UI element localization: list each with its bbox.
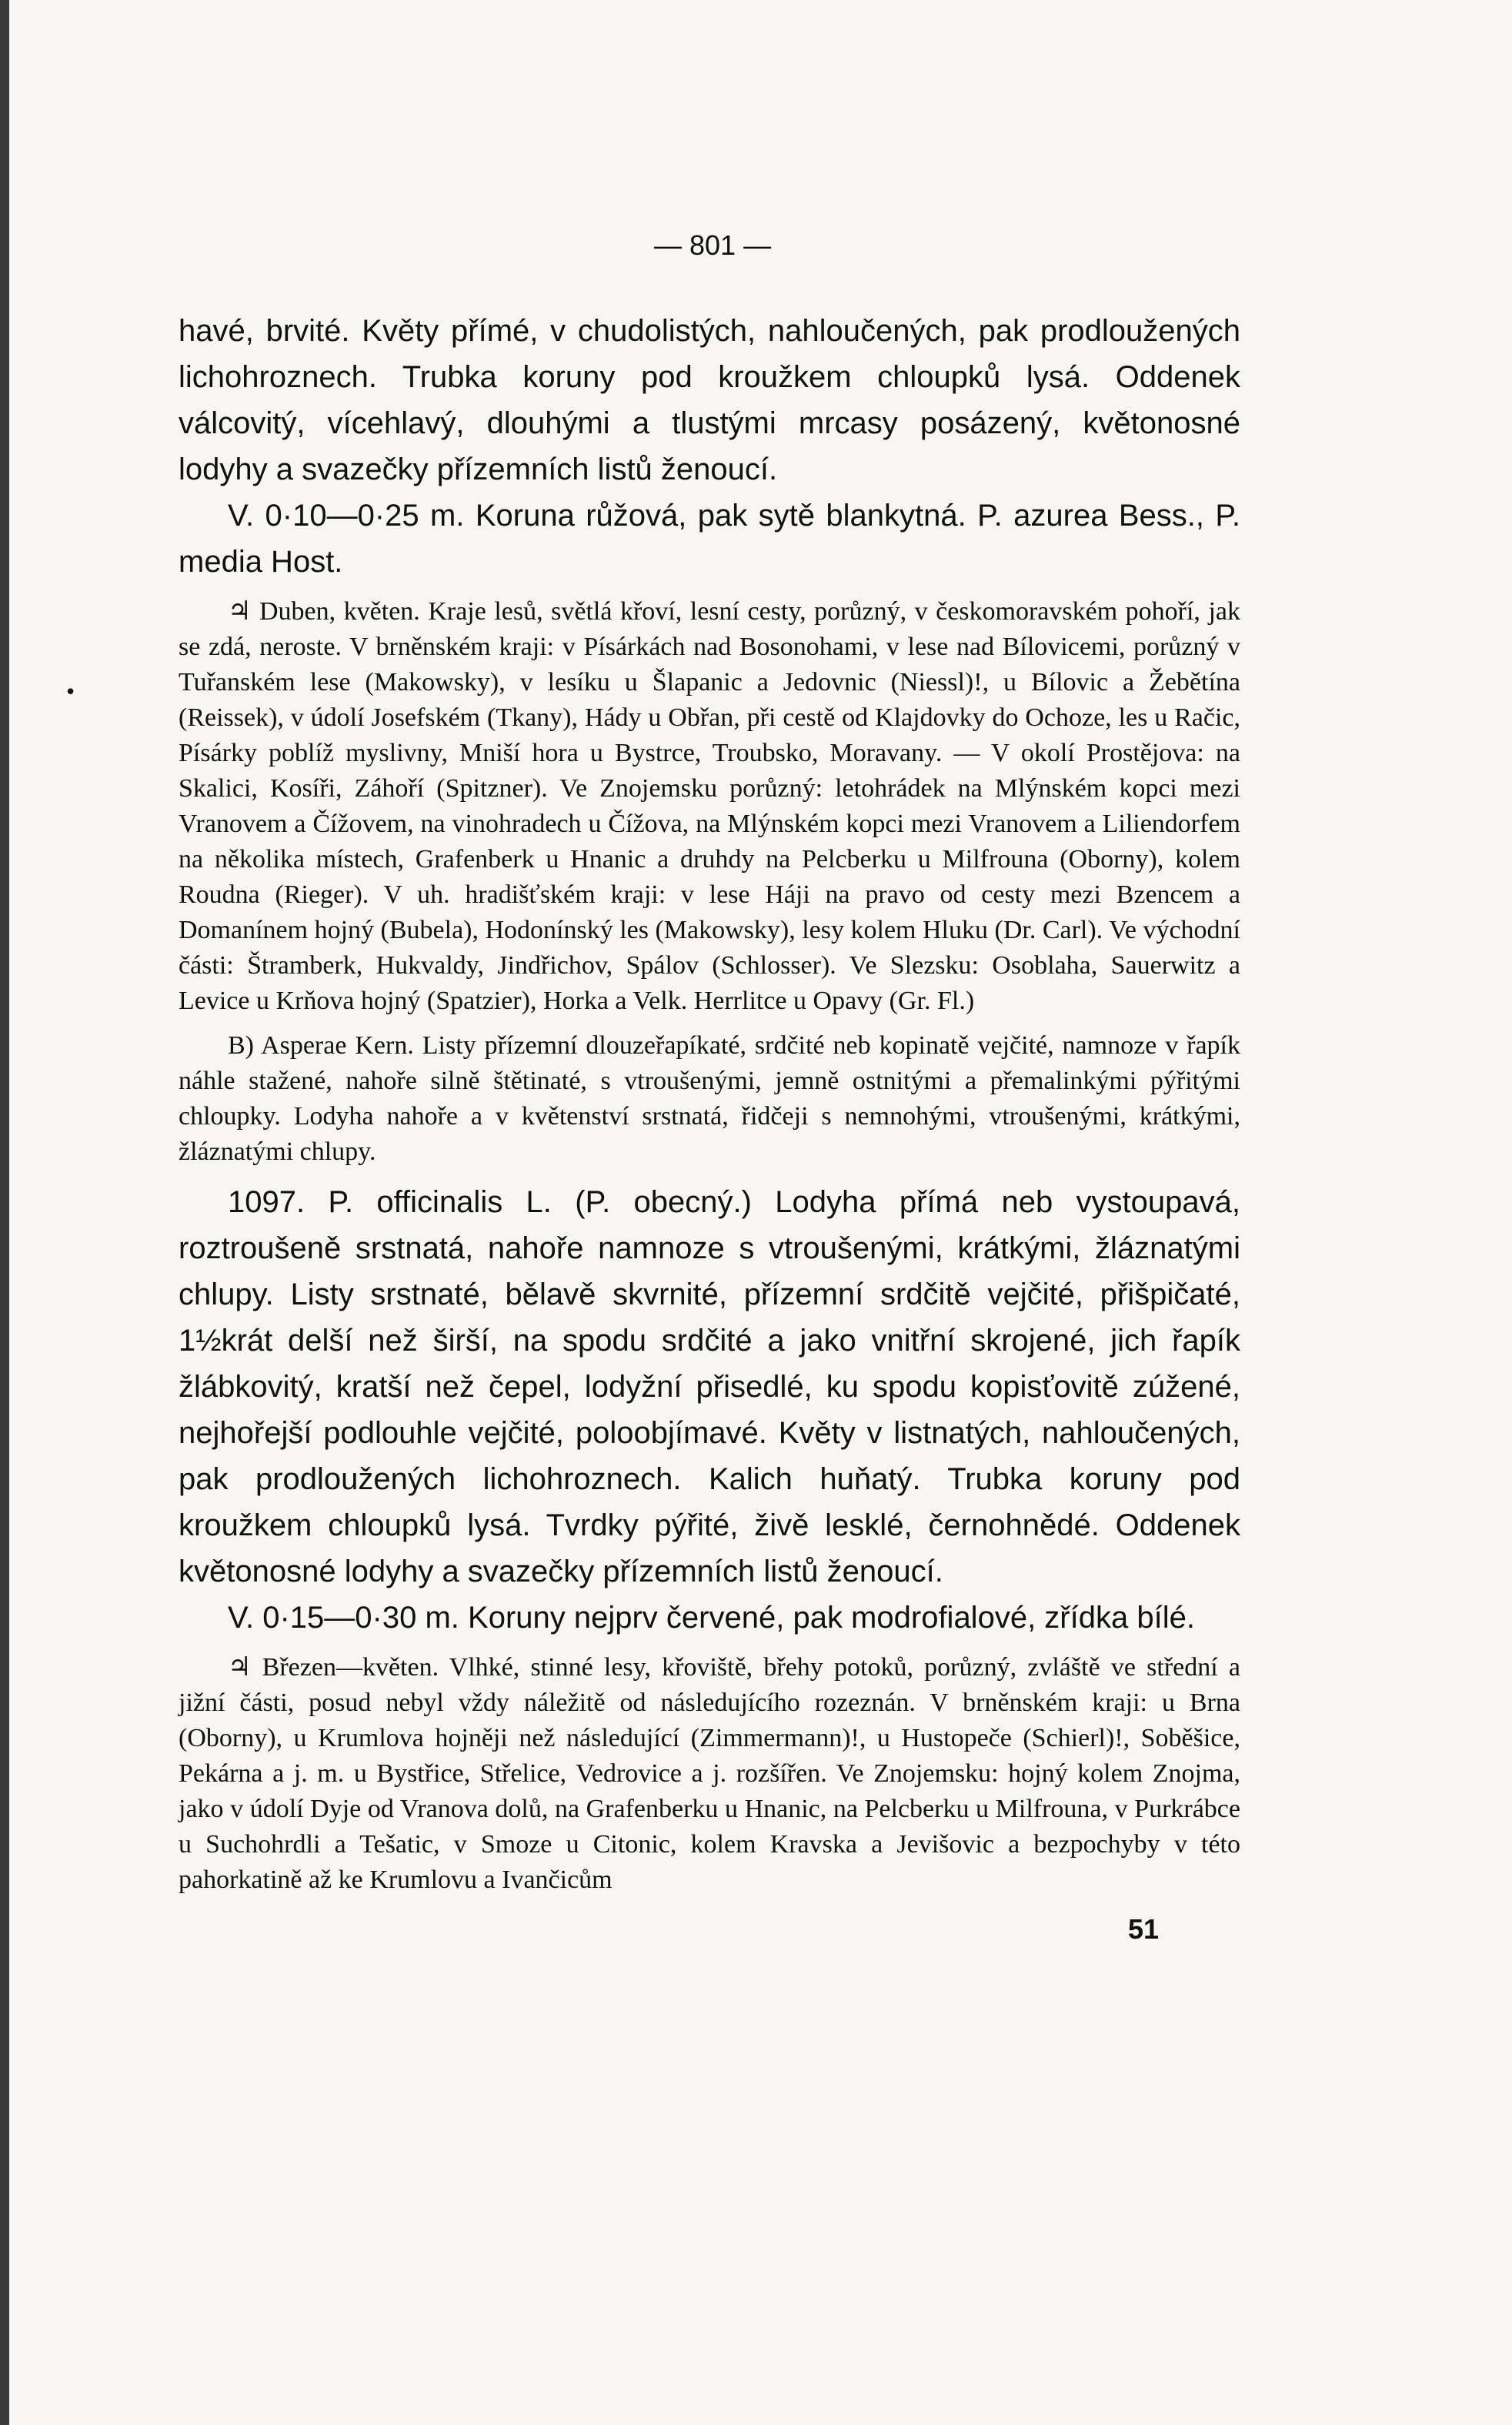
- paragraph-dimensions-1: V. 0·10—0·25 m. Koruna růžová, pak sytě blankytná. P. azurea Bess., P. media Host.: [179, 499, 1240, 579]
- paragraph-asperae: B) Asperae Kern. Listy přízemní dlouzeřapíkaté, srdčité neb kopinatě vejčité, namnoze v řapík náhle stažené, nahoře silně štětinaté, s vtroušenými, jemně ostnitými a přemalinkými pýřitými chloupky. Lodyha nahoře a v květenství srstnatá, řidčeji s nemnohými, vtroušenými, krátkými, žláznatými chlupy.: [179, 1031, 1240, 1166]
- paragraph-species-1097: 1097. P. officinalis L. (P. obecný.) Lodyha přímá neb vystoupavá, roztroušeně srstnatá, nahoře namnoze s vtroušenými, krátkými, žláznatými chlupy. Listy srstnaté, bělavě skvrnité, přízemní srdčitě vejčité, přišpičaté, 1½krát delší než širší, na spodu srdčité a jako vnitřní skrojené, jich řapík žlábkovitý, kratší než čepel, lodyžní přisedlé, ku spodu kopisťovitě zúžené, nejhořejší podlouhle vejčité, poloobjímavé. Květy v listnatých, nahloučených, pak prodloužených lichohroznech. Kalich huňatý. Trubka koruny pod kroužkem chloupků lysá. Tvrdky pýřité, živě lesklé, černohnědé. Oddenek květonosné lodyhy a svazečky přízemních listů ženoucí.: [179, 1185, 1240, 1588]
- stray-mark: •: [66, 677, 75, 705]
- signature-mark: 51: [1128, 1913, 1160, 1945]
- paragraph-localities-2: ♃ Březen—květen. Vlhké, stinné lesy, křoviště, břehy potoků, porůzný, zvláště ve střední a jižní části, posud nebyl vždy náležitě od následujícího rozeznán. V brněnském kraji: u Brna (Oborny), u Krumlova hojněji než následující (Zimmermann)!, u Hustopeče (Schierl)!, Soběšice, Pekárna a j. m. u Bystřice, Střelice, Vedrovice a j. rozšířen. Ve Znojemsku: hojný kolem Znojma, jako v údolí Dyje od Vranova dolů, na Grafenberku u Hnanic, na Pelcberku u Milfrouna, v Purkrábce u Suchohrdli a Tešatic, v Smoze u Citonic, kolem Kravska a Jevišovic a bezpochyby v této pahorkatině až ke Krumlovu a Ivančicům: [179, 1653, 1240, 1894]
- page-number: — 801 —: [654, 229, 772, 261]
- paragraph-localities-1: ♃ Duben, květen. Kraje lesů, světlá křoví, lesní cesty, porůzný, v českomoravském pohoří, jak se zdá, neroste. V brněnském kraji: v Písárkách nad Bosonohami, v lese nad Bílovicemi, porůzný v Tuřanském lese (Makowsky), v lesíku u Šlapanic a Jedovnic (Niessl)!, u Bílovic a Žebětína (Reissek), v údolí Josefském (Tkany), Hády u Obřan, při cestě od Klajdovky do Ochoze, les u Račic, Písárky poblíž myslivny, Mniší hora u Bystrce, Troubsko, Moravany. — V okolí Prostějova: na Skalici, Kosíři, Záhoří (Spitzner). Ve Znojemsku porůzný: letohrádek na Mlýnském kopci mezi Vranovem a Čížovem, na vinohradech u Čížova, na Mlýnském kopci mezi Vranovem a Liliendorfem na několika místech, Grafenberk u Hnanic a druhdy na Pelcberku u Milfrouna (Oborny), kolem Roudna (Rieger). V uh. hradišťském kraji: v lese Háji na pravo od cesty mezi Bzencem a Domanínem hojný (Bubela), Hodonínský les (Makowsky), lesy kolem Hluku (Dr. Carl). Ve východní části: Štramberk, Hukvaldy, Jindřichov, Spálov (Schlosser). Ve Slezsku: Osoblaha, Sauerwitz a Levice u Krňova hojný (Spatzier), Horka a Velk. Herrlitce u Opavy (Gr. Fl.): [179, 597, 1240, 1015]
- body-text: [179, 308, 1240, 1898]
- paragraph-dimensions-2: V. 0·15—0·30 m. Koruny nejprv červené, pak modrofialové, zřídka bílé.: [228, 1601, 1195, 1635]
- paragraph-continued: havé, brvité. Květy přímé, v chudolistých, nahloučených, pak prodloužených lichohroznech. Trubka koruny pod kroužkem chloupků lysá. Oddenek válcovitý, vícehlavý, dlouhými a tlustými mrcasy posázený, květonosné lodyhy a svazečky přízemních listů ženoucí.: [179, 314, 1240, 486]
- page-left-edge: [0, 0, 9, 2425]
